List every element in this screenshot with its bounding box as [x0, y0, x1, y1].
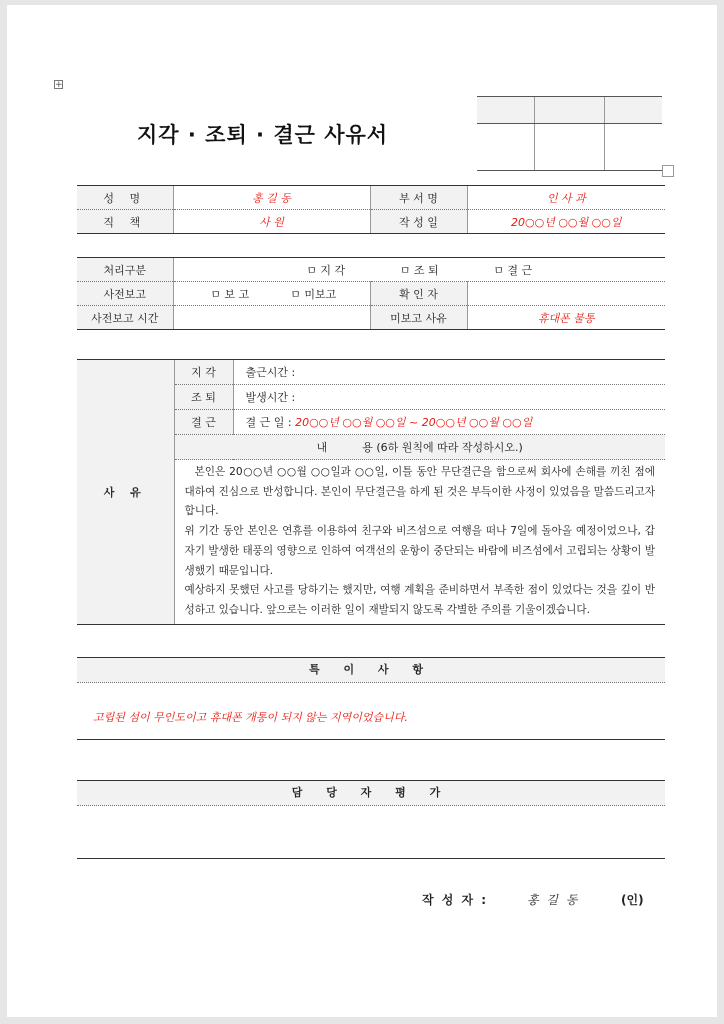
approval-cell[interactable]	[477, 97, 535, 124]
name-label: 성 명	[77, 186, 173, 210]
reason-content[interactable]	[174, 460, 665, 625]
reason-paragraph: 예상하지 못했던 사고를 당하기는 했지만, 여행 계획을 준비하면서 부족한 점이 있었다는 것을 깊이 반성하고 있습니다. 앞으로는 이러한 일이 재발되지 않도록 각별한 주의를 기울이겠습니다.	[184, 584, 655, 616]
dept-value[interactable]: 인 사 과	[467, 186, 665, 210]
prereport-time-label: 사전보고 시간	[77, 306, 173, 330]
document-title: 지각 · 조퇴 · 결근 사유서	[137, 123, 389, 147]
evaluation-header: 담 당 자 평 가	[77, 780, 665, 806]
approval-cell[interactable]	[477, 124, 535, 171]
signature-label: 작 성 자 :	[422, 893, 489, 907]
position-label: 직 책	[77, 210, 173, 234]
seal-mark: (인)	[621, 893, 644, 907]
prereport-label: 사전보고	[77, 282, 173, 306]
reason-paragraph: 본인은 20○○년 ○○월 ○○일과 ○○일, 이틀 동안 무단결근을 함으로써 회사에 손해를 끼친 점에 대하여 진심으로 반성합니다. 본인이 무단결근을 하게 된 것은 부득이한 사정이 있었음을 말씀드리고자 합니다.	[184, 466, 655, 518]
info-table	[77, 185, 665, 234]
early-field-label: 발생시간 :	[245, 391, 296, 404]
absence-field-label: 결 근 일 :	[245, 416, 292, 429]
name-value[interactable]: 홍 길 동	[173, 186, 370, 210]
evaluation-field[interactable]	[77, 806, 665, 858]
approval-cell[interactable]	[604, 124, 662, 171]
approval-box	[477, 96, 662, 171]
confirmer-label: 확 인 자	[370, 282, 467, 306]
option-reported[interactable]: ㅁ 보 고	[210, 287, 250, 301]
content-header: 내 용 (6하 원칙에 따라 작성하시오.)	[174, 435, 665, 460]
date-label: 작 성 일	[370, 210, 467, 234]
special-text[interactable]: 고립된 섬이 무인도이고 휴대폰 개통이 되지 않는 지역이었습니다.	[93, 711, 408, 724]
approval-cell[interactable]	[604, 97, 662, 124]
prereport-options	[173, 282, 370, 306]
early-label: 조 퇴	[174, 385, 233, 410]
option-late[interactable]: ㅁ 지 각	[306, 263, 346, 277]
date-value[interactable]: 20○○년 ○○월 ○○일	[467, 210, 665, 234]
document-page	[7, 5, 717, 1017]
option-not-reported[interactable]: ㅁ 미보고	[290, 287, 337, 301]
category-options	[173, 258, 665, 282]
unreported-reason-label: 미보고 사유	[370, 306, 467, 330]
confirmer-value[interactable]	[467, 282, 665, 306]
position-value[interactable]: 사 원	[173, 210, 370, 234]
early-field[interactable]	[233, 385, 665, 410]
option-absence[interactable]: ㅁ 결 근	[493, 263, 533, 277]
approval-cell[interactable]	[535, 124, 604, 171]
category-label: 처리구분	[77, 258, 173, 282]
approval-cell[interactable]	[535, 97, 604, 124]
special-header: 특 이 사 항	[77, 657, 665, 683]
special-bottom-line	[77, 739, 665, 740]
reason-label: 사 유	[77, 360, 174, 625]
dept-label: 부 서 명	[370, 186, 467, 210]
corner-box	[662, 165, 674, 177]
absence-field-value: 20○○년 ○○월 ○○일 ~ 20○○년 ○○월 ○○일	[295, 416, 533, 429]
processing-table	[77, 257, 665, 330]
prereport-time-value[interactable]	[173, 306, 370, 330]
reason-table	[77, 359, 665, 625]
signature-name[interactable]: 홍 길 동	[527, 893, 580, 907]
reason-paragraph: 위 기간 동안 본인은 연휴를 이용하여 친구와 비즈섬으로 여행을 떠나 7일에 돌아올 예정이었으나, 갑자기 발생한 태풍의 영향으로 인하여 여객선의 운항이 중단되는 바람에 비즈섬에서 고립되는 상황이 발생했기 때문입니다.	[184, 525, 655, 577]
late-field-label: 출근시간 :	[245, 366, 296, 379]
evaluation-bottom-line	[77, 858, 665, 859]
option-early[interactable]: ㅁ 조 퇴	[399, 263, 439, 277]
absence-label: 결 근	[174, 410, 233, 435]
late-field[interactable]	[233, 360, 665, 385]
crop-mark-icon: +	[55, 80, 63, 90]
absence-field[interactable]	[233, 410, 665, 435]
unreported-reason-value[interactable]: 휴대폰 불통	[467, 306, 665, 330]
late-label: 지 각	[174, 360, 233, 385]
